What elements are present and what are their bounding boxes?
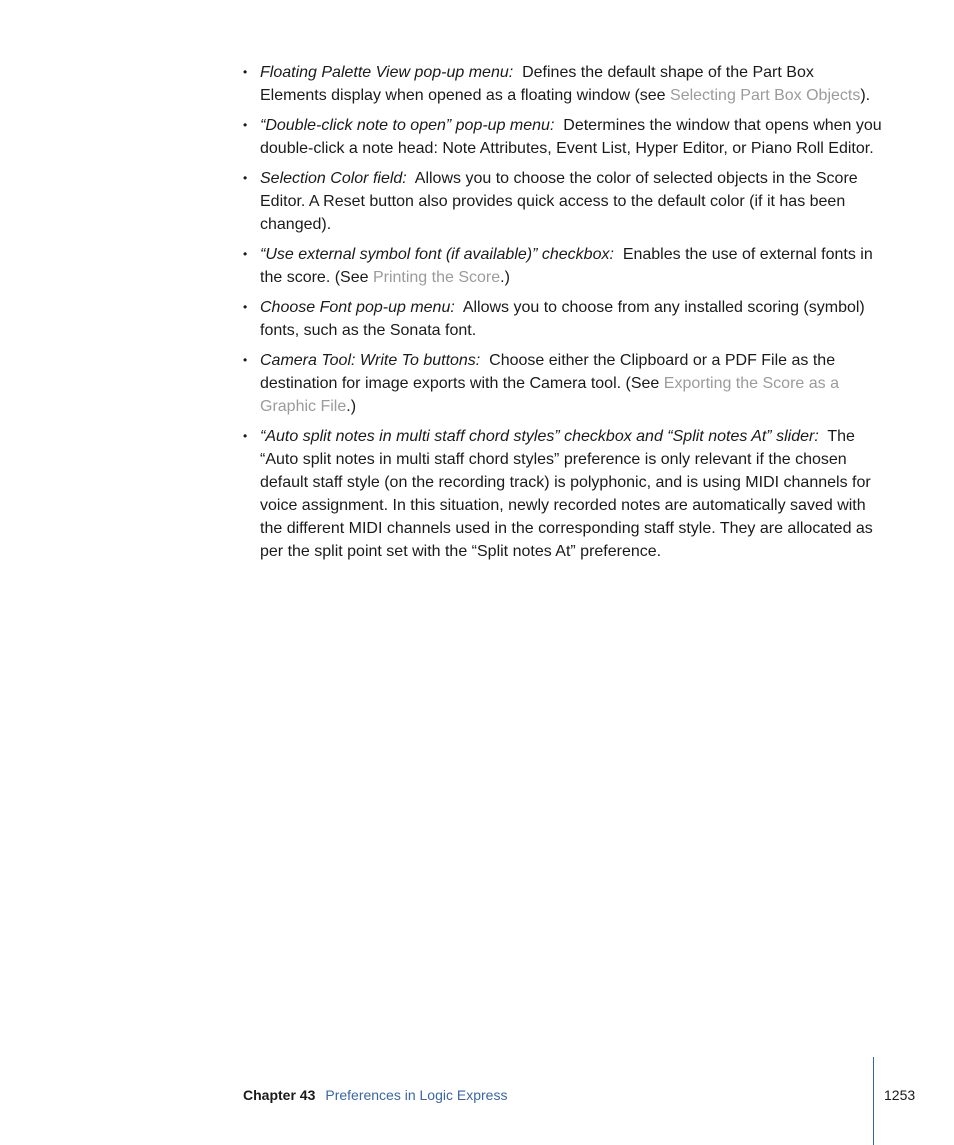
bullet-icon: • <box>243 118 248 132</box>
item-text: Allows you to choose from any installed scoring (symbol) fonts, such as the Sonata font. <box>260 299 865 339</box>
item-term: Choose Font pop-up menu: <box>260 299 455 316</box>
item-text: Determines the window that opens when you double-click a note head: Note Attributes, Event List, Hyper Editor, or Piano Roll Editor. <box>260 117 882 157</box>
item-text-end: ). <box>860 87 871 104</box>
list-item <box>243 425 883 563</box>
item-text: Choose either the Clipboard or a PDF File as the destination for image exports with the Camera tool. (See <box>260 352 836 392</box>
item-text: The “Auto split notes in multi staff chord styles” preference is only relevant if the chosen default staff style (on the recording track) is polyphonic, and is using MIDI channels for voice assignment. In this situation, newly recorded notes are automatically saved with the different MIDI channels used in the corresponding staff style. They are allocated as per the split point set with the “Split notes At” preference. <box>260 428 873 560</box>
bullet-icon: • <box>243 300 248 314</box>
footer-divider <box>873 1057 874 1145</box>
chapter-title-link[interactable]: Preferences in Logic Express <box>325 1087 508 1103</box>
bullet-icon: • <box>243 171 248 185</box>
bullet-list <box>243 61 883 570</box>
item-term: “Use external symbol font (if available)” checkbox: <box>260 246 614 263</box>
page-footer <box>243 1086 507 1104</box>
list-item <box>243 61 883 107</box>
cross-reference-link[interactable]: Exporting the Score as a Graphic File <box>260 375 839 415</box>
item-term: Camera Tool: Write To buttons: <box>260 352 481 369</box>
list-item <box>243 114 883 160</box>
bullet-icon: • <box>243 247 248 261</box>
page-number: 1253 <box>884 1087 916 1103</box>
chapter-label: Chapter 43 <box>243 1087 316 1103</box>
list-item <box>243 296 883 342</box>
item-term: “Auto split notes in multi staff chord styles” checkbox and “Split notes At” slider: <box>260 428 819 445</box>
item-text: Defines the default shape of the Part Box Elements display when opened as a floating window (see <box>260 64 814 104</box>
cross-reference-link[interactable]: Selecting Part Box Objects <box>670 87 861 104</box>
item-term: Selection Color field: <box>260 170 407 187</box>
bullet-icon: • <box>243 353 248 367</box>
item-text-end: .) <box>500 269 510 286</box>
item-text: Enables the use of external fonts in the score. (See <box>260 246 873 286</box>
bullet-icon: • <box>243 65 248 79</box>
item-text-end: .) <box>346 398 357 415</box>
bullet-icon: • <box>243 429 248 443</box>
cross-reference-link[interactable]: Printing the Score <box>372 269 501 286</box>
item-text: Allows you to choose the color of selected objects in the Score Editor. A Reset button also provides quick access to the default color (if it has been changed). <box>260 170 858 233</box>
list-item <box>243 243 883 289</box>
list-item <box>243 167 883 236</box>
list-item <box>243 349 883 418</box>
item-term: Floating Palette View pop-up menu: <box>260 64 514 81</box>
item-term: “Double-click note to open” pop-up menu: <box>260 117 555 134</box>
